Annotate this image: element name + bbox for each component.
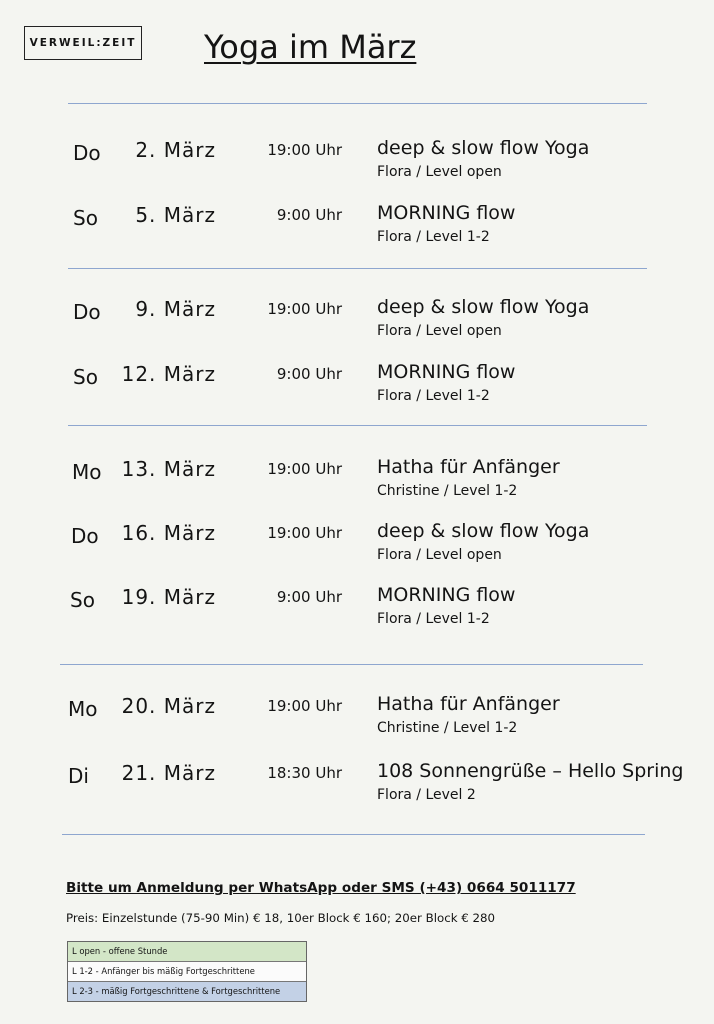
entry-time: 9:00 Uhr <box>276 588 342 606</box>
entry-class: 108 Sonnengrüße – Hello Spring <box>377 760 684 782</box>
price-info: Preis: Einzelstunde (75-90 Min) € 18, 10er Block € 160; 20er Block € 280 <box>66 911 496 925</box>
entry-class: MORNING flow <box>377 202 516 224</box>
entry-day: Mo <box>72 460 102 484</box>
entry-date: 21. März <box>121 761 216 785</box>
entry-day: So <box>70 588 95 612</box>
schedule-entry <box>0 456 714 516</box>
divider <box>68 268 647 269</box>
entry-class: Hatha für Anfänger <box>377 456 560 478</box>
entry-class: MORNING flow <box>377 584 516 606</box>
entry-time: 9:00 Uhr <box>276 365 342 383</box>
entry-day: So <box>73 365 98 389</box>
entry-day: Do <box>73 300 101 324</box>
entry-details: Flora / Level 1-2 <box>377 388 490 404</box>
schedule-entry <box>0 296 714 356</box>
entry-details: Flora / Level open <box>377 164 502 180</box>
schedule-entry <box>0 520 714 580</box>
schedule-entry <box>0 693 714 753</box>
page-title: Yoga im März <box>204 28 417 66</box>
schedule-entry <box>0 760 714 820</box>
schedule-entry <box>0 137 714 197</box>
entry-day: Mo <box>68 697 98 721</box>
entry-details: Christine / Level 1-2 <box>377 483 518 499</box>
entry-date: 2. März <box>135 138 216 162</box>
entry-time: 19:00 Uhr <box>267 524 342 542</box>
entry-details: Christine / Level 1-2 <box>377 720 518 736</box>
entry-day: Di <box>68 764 89 788</box>
entry-date: 9. März <box>135 297 216 321</box>
divider <box>68 103 647 104</box>
entry-date: 12. März <box>121 362 216 386</box>
entry-time: 19:00 Uhr <box>267 697 342 715</box>
entry-time: 19:00 Uhr <box>267 460 342 478</box>
entry-time: 19:00 Uhr <box>267 300 342 318</box>
entry-class: deep & slow flow Yoga <box>377 137 590 159</box>
entry-details: Flora / Level 1-2 <box>377 611 490 627</box>
entry-class: MORNING flow <box>377 361 516 383</box>
entry-time: 18:30 Uhr <box>267 764 342 782</box>
legend-item: L open - offene Stunde <box>68 942 306 962</box>
entry-details: Flora / Level 2 <box>377 787 476 803</box>
schedule-entry <box>0 202 714 262</box>
entry-day: Do <box>71 524 99 548</box>
entry-date: 13. März <box>121 457 216 481</box>
entry-class: deep & slow flow Yoga <box>377 296 590 318</box>
divider <box>62 834 645 835</box>
divider <box>68 425 647 426</box>
entry-date: 16. März <box>121 521 216 545</box>
registration-note: Bitte um Anmeldung per WhatsApp oder SMS (+43) 0664 5011177 <box>66 880 576 896</box>
legend-item: L 2-3 - mäßig Fortgeschrittene & Fortgeschrittene <box>68 982 306 1001</box>
entry-time: 19:00 Uhr <box>267 141 342 159</box>
entry-details: Flora / Level open <box>377 547 502 563</box>
entry-date: 20. März <box>121 694 216 718</box>
level-legend <box>67 941 307 1002</box>
entry-date: 19. März <box>121 585 216 609</box>
entry-class: Hatha für Anfänger <box>377 693 560 715</box>
schedule-entry <box>0 361 714 421</box>
entry-class: deep & slow flow Yoga <box>377 520 590 542</box>
divider <box>60 664 643 665</box>
legend-item: L 1-2 - Anfänger bis mäßig Fortgeschrittene <box>68 962 306 982</box>
entry-day: Do <box>73 141 101 165</box>
entry-details: Flora / Level 1-2 <box>377 229 490 245</box>
entry-date: 5. März <box>135 203 216 227</box>
brand-logo: VERWEIL:ZEIT <box>24 26 142 60</box>
entry-time: 9:00 Uhr <box>276 206 342 224</box>
entry-day: So <box>73 206 98 230</box>
schedule-entry <box>0 584 714 644</box>
entry-details: Flora / Level open <box>377 323 502 339</box>
